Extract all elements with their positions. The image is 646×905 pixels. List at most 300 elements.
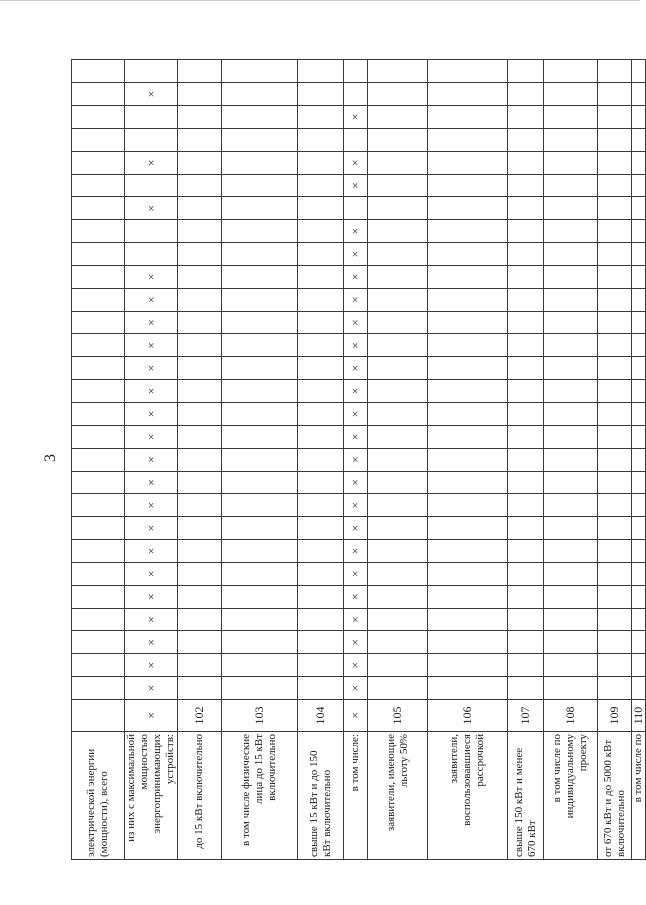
empty-cell — [508, 83, 544, 106]
empty-cell — [632, 540, 646, 563]
empty-cell — [508, 517, 544, 540]
empty-cell — [368, 425, 428, 448]
empty-cell — [508, 311, 544, 334]
empty-cell — [632, 220, 646, 243]
empty-cell — [72, 128, 125, 151]
empty-cell — [632, 425, 646, 448]
data-table — [71, 59, 646, 860]
x-mark-cell: × — [125, 494, 178, 517]
empty-cell — [368, 540, 428, 563]
empty-cell — [428, 83, 508, 106]
row-label: свыше 150 кВт и менее 670 кВт — [508, 732, 544, 860]
empty-cell — [368, 494, 428, 517]
empty-cell — [368, 562, 428, 585]
row-label: из них с максимальной мощностью энергопринимающих устройств: — [125, 732, 178, 860]
x-mark-cell: × — [125, 608, 178, 631]
empty-cell — [72, 311, 125, 334]
x-mark-cell: × — [125, 540, 178, 563]
empty-cell — [632, 494, 646, 517]
empty-cell — [222, 243, 298, 266]
empty-cell — [178, 220, 222, 243]
empty-cell — [544, 151, 598, 174]
empty-cell — [178, 631, 222, 654]
empty-cell — [428, 357, 508, 380]
empty-cell — [72, 288, 125, 311]
x-mark-cell: × — [125, 631, 178, 654]
empty-cell — [344, 83, 368, 106]
x-mark-cell: × — [344, 631, 368, 654]
empty-cell — [72, 106, 125, 129]
x-mark-cell: × — [344, 403, 368, 426]
x-mark-cell: × — [344, 220, 368, 243]
empty-cell — [632, 631, 646, 654]
empty-cell — [178, 197, 222, 220]
empty-cell — [222, 562, 298, 585]
empty-cell — [368, 288, 428, 311]
empty-cell — [178, 585, 222, 608]
empty-cell — [222, 425, 298, 448]
empty-cell — [368, 265, 428, 288]
empty-cell — [632, 288, 646, 311]
row-label: заявители, имеющие льготу 50% — [368, 732, 428, 860]
x-mark-cell: × — [344, 380, 368, 403]
empty-cell — [598, 83, 632, 106]
x-mark-cell: × — [125, 151, 178, 174]
empty-cell — [544, 631, 598, 654]
x-mark-cell: × — [344, 494, 368, 517]
empty-cell — [632, 380, 646, 403]
table-row — [344, 60, 368, 860]
x-mark-cell: × — [125, 288, 178, 311]
x-mark-cell: × — [344, 265, 368, 288]
empty-cell — [544, 334, 598, 357]
empty-cell — [508, 380, 544, 403]
empty-cell — [222, 311, 298, 334]
empty-cell — [72, 448, 125, 471]
x-mark-cell: × — [344, 243, 368, 266]
empty-cell — [222, 654, 298, 677]
empty-cell — [298, 425, 344, 448]
empty-cell — [508, 425, 544, 448]
empty-cell — [178, 380, 222, 403]
empty-cell — [368, 174, 428, 197]
table-body — [72, 60, 646, 860]
empty-cell — [72, 265, 125, 288]
empty-cell — [298, 540, 344, 563]
empty-cell — [508, 562, 544, 585]
empty-cell — [72, 425, 125, 448]
x-mark-cell: × — [344, 677, 368, 700]
empty-cell — [298, 357, 344, 380]
empty-cell — [298, 220, 344, 243]
empty-cell — [632, 517, 646, 540]
x-mark-cell: × — [125, 403, 178, 426]
table-row — [222, 60, 298, 860]
empty-cell — [178, 562, 222, 585]
x-mark-cell: × — [344, 540, 368, 563]
empty-cell — [428, 265, 508, 288]
empty-cell — [632, 128, 646, 151]
empty-cell — [598, 311, 632, 334]
row-code: 102 — [178, 700, 222, 732]
empty-cell — [368, 334, 428, 357]
x-mark-cell: × — [125, 471, 178, 494]
empty-cell — [178, 243, 222, 266]
empty-cell — [298, 265, 344, 288]
x-mark-cell: × — [125, 654, 178, 677]
empty-cell — [72, 494, 125, 517]
empty-cell — [368, 654, 428, 677]
empty-cell — [428, 220, 508, 243]
empty-cell — [344, 128, 368, 151]
empty-cell — [222, 494, 298, 517]
empty-cell — [632, 357, 646, 380]
x-mark-cell: × — [125, 448, 178, 471]
empty-cell — [178, 540, 222, 563]
x-mark-cell: × — [125, 677, 178, 700]
empty-cell — [508, 151, 544, 174]
empty-cell — [72, 243, 125, 266]
empty-cell — [368, 83, 428, 106]
empty-cell — [125, 60, 178, 83]
empty-cell — [72, 631, 125, 654]
empty-cell — [508, 471, 544, 494]
empty-cell — [428, 654, 508, 677]
empty-cell — [222, 403, 298, 426]
x-mark-cell: × — [344, 448, 368, 471]
empty-cell — [368, 357, 428, 380]
empty-cell — [598, 494, 632, 517]
empty-cell — [298, 562, 344, 585]
empty-cell — [632, 311, 646, 334]
empty-cell — [428, 608, 508, 631]
empty-cell — [508, 357, 544, 380]
empty-cell — [298, 654, 344, 677]
empty-cell — [298, 471, 344, 494]
empty-cell — [544, 83, 598, 106]
empty-cell — [544, 654, 598, 677]
row-label: свыше 15 кВт и до 150 кВт включительно — [298, 732, 344, 860]
top-edge-line — [0, 0, 640, 1]
empty-cell — [298, 380, 344, 403]
x-mark-cell: × — [125, 357, 178, 380]
x-mark-cell: × — [344, 311, 368, 334]
empty-cell — [428, 494, 508, 517]
empty-cell — [544, 608, 598, 631]
x-mark-cell: × — [344, 608, 368, 631]
empty-cell — [544, 106, 598, 129]
empty-cell — [72, 403, 125, 426]
empty-cell — [544, 128, 598, 151]
empty-cell — [222, 517, 298, 540]
empty-cell — [125, 220, 178, 243]
empty-cell — [598, 334, 632, 357]
empty-cell — [428, 197, 508, 220]
empty-cell — [508, 243, 544, 266]
x-mark-cell: × — [344, 357, 368, 380]
empty-cell — [632, 654, 646, 677]
row-code: 104 — [298, 700, 344, 732]
empty-cell — [508, 585, 544, 608]
empty-cell — [298, 128, 344, 151]
empty-cell — [72, 380, 125, 403]
empty-cell — [544, 448, 598, 471]
empty-cell — [598, 197, 632, 220]
empty-cell — [298, 311, 344, 334]
row-label: в том числе по — [632, 732, 646, 860]
empty-cell — [72, 357, 125, 380]
table-row — [428, 60, 508, 860]
empty-cell — [222, 288, 298, 311]
empty-cell — [222, 631, 298, 654]
empty-cell — [428, 311, 508, 334]
empty-cell — [428, 448, 508, 471]
empty-cell — [222, 540, 298, 563]
empty-cell — [178, 265, 222, 288]
empty-cell — [544, 60, 598, 83]
row-label: заявители, воспользовавшиеся рассрочкой — [428, 732, 508, 860]
empty-cell — [298, 288, 344, 311]
row-label: от 670 кВт и до 5000 кВт включительно — [598, 732, 632, 860]
rotated-table — [71, 60, 645, 860]
empty-cell — [222, 608, 298, 631]
empty-cell — [598, 654, 632, 677]
empty-cell — [222, 448, 298, 471]
empty-cell — [72, 540, 125, 563]
empty-cell — [298, 334, 344, 357]
empty-cell — [178, 288, 222, 311]
empty-cell — [428, 631, 508, 654]
empty-cell — [544, 288, 598, 311]
empty-cell — [632, 471, 646, 494]
row-label: в том числе по индивидуальному проекту — [544, 732, 598, 860]
empty-cell — [368, 403, 428, 426]
empty-cell — [178, 448, 222, 471]
empty-cell — [368, 60, 428, 83]
empty-cell — [72, 562, 125, 585]
empty-cell — [368, 128, 428, 151]
empty-cell — [544, 562, 598, 585]
empty-cell — [598, 128, 632, 151]
empty-cell — [544, 425, 598, 448]
empty-cell — [508, 608, 544, 631]
empty-cell — [125, 106, 178, 129]
empty-cell — [508, 677, 544, 700]
empty-cell — [598, 631, 632, 654]
empty-cell — [508, 631, 544, 654]
x-mark-cell: × — [344, 517, 368, 540]
empty-cell — [72, 174, 125, 197]
x-mark-cell: × — [344, 585, 368, 608]
table-row — [544, 60, 598, 860]
x-mark-cell: × — [125, 334, 178, 357]
empty-cell — [178, 106, 222, 129]
table-row — [632, 60, 646, 860]
empty-cell — [298, 174, 344, 197]
empty-cell — [368, 243, 428, 266]
empty-cell — [368, 220, 428, 243]
empty-cell — [598, 517, 632, 540]
x-mark-cell: × — [125, 265, 178, 288]
empty-cell — [508, 288, 544, 311]
empty-cell — [598, 562, 632, 585]
empty-cell — [632, 608, 646, 631]
empty-cell — [428, 585, 508, 608]
empty-cell — [178, 403, 222, 426]
empty-cell — [298, 608, 344, 631]
table-row — [298, 60, 344, 860]
empty-cell — [632, 334, 646, 357]
x-mark-cell: × — [125, 380, 178, 403]
empty-cell — [178, 128, 222, 151]
empty-cell — [72, 151, 125, 174]
empty-cell — [298, 448, 344, 471]
empty-cell — [368, 631, 428, 654]
x-mark-cell: × — [125, 425, 178, 448]
empty-cell — [298, 677, 344, 700]
empty-cell — [222, 220, 298, 243]
x-mark-cell: × — [125, 562, 178, 585]
empty-cell — [632, 562, 646, 585]
empty-cell — [344, 60, 368, 83]
empty-cell — [72, 471, 125, 494]
empty-cell — [544, 197, 598, 220]
empty-cell — [222, 83, 298, 106]
x-mark-cell: × — [344, 288, 368, 311]
empty-cell — [222, 174, 298, 197]
empty-cell — [544, 220, 598, 243]
empty-cell — [632, 151, 646, 174]
empty-cell — [544, 540, 598, 563]
empty-cell — [598, 403, 632, 426]
empty-cell — [298, 243, 344, 266]
row-label: в том числе: — [344, 732, 368, 860]
empty-cell — [72, 677, 125, 700]
empty-cell — [632, 265, 646, 288]
empty-cell — [428, 151, 508, 174]
empty-cell — [428, 471, 508, 494]
empty-cell — [428, 60, 508, 83]
x-mark-cell: × — [344, 151, 368, 174]
table-row — [72, 60, 125, 860]
empty-cell — [222, 197, 298, 220]
table-row — [508, 60, 544, 860]
empty-cell — [598, 380, 632, 403]
empty-cell — [72, 60, 125, 83]
empty-cell — [222, 471, 298, 494]
row-code: 107 — [508, 700, 544, 732]
x-mark-cell: × — [125, 83, 178, 106]
empty-cell — [178, 517, 222, 540]
empty-cell — [298, 403, 344, 426]
empty-cell — [178, 60, 222, 83]
empty-cell — [598, 220, 632, 243]
empty-cell — [598, 471, 632, 494]
empty-cell — [544, 380, 598, 403]
x-mark-cell: × — [344, 425, 368, 448]
empty-cell — [598, 585, 632, 608]
empty-cell — [632, 60, 646, 83]
empty-cell — [368, 517, 428, 540]
page-number: 3 — [42, 454, 59, 462]
empty-cell — [222, 677, 298, 700]
x-mark-cell: × — [125, 197, 178, 220]
empty-cell — [368, 448, 428, 471]
empty-cell — [178, 357, 222, 380]
empty-cell — [428, 288, 508, 311]
row-label: в том числе физические лица до 15 кВт включительно — [222, 732, 298, 860]
empty-cell — [632, 448, 646, 471]
empty-cell — [298, 517, 344, 540]
empty-cell — [544, 517, 598, 540]
empty-cell — [544, 494, 598, 517]
empty-cell — [298, 106, 344, 129]
empty-cell — [632, 585, 646, 608]
empty-cell — [178, 494, 222, 517]
empty-cell — [72, 654, 125, 677]
table-row — [368, 60, 428, 860]
row-code: 105 — [368, 700, 428, 732]
empty-cell — [544, 265, 598, 288]
empty-cell — [544, 174, 598, 197]
empty-cell — [508, 106, 544, 129]
empty-cell — [222, 151, 298, 174]
empty-cell — [508, 494, 544, 517]
empty-cell — [544, 357, 598, 380]
empty-cell — [298, 197, 344, 220]
empty-cell — [428, 128, 508, 151]
empty-cell — [428, 425, 508, 448]
empty-cell — [178, 654, 222, 677]
empty-cell — [72, 83, 125, 106]
empty-cell — [298, 494, 344, 517]
empty-cell — [222, 60, 298, 83]
empty-cell — [298, 151, 344, 174]
x-mark-cell: × — [125, 585, 178, 608]
empty-cell — [125, 128, 178, 151]
empty-cell — [544, 677, 598, 700]
empty-cell — [632, 403, 646, 426]
empty-cell — [544, 243, 598, 266]
x-mark-cell: × — [125, 517, 178, 540]
empty-cell — [598, 60, 632, 83]
empty-cell — [368, 380, 428, 403]
empty-cell — [544, 471, 598, 494]
empty-cell — [222, 585, 298, 608]
empty-cell — [178, 83, 222, 106]
x-mark-cell: × — [344, 471, 368, 494]
empty-cell — [508, 220, 544, 243]
empty-cell — [598, 288, 632, 311]
empty-cell — [428, 677, 508, 700]
empty-cell — [72, 220, 125, 243]
empty-cell — [368, 106, 428, 129]
empty-cell — [298, 631, 344, 654]
empty-cell — [508, 540, 544, 563]
empty-cell — [508, 128, 544, 151]
empty-cell — [368, 311, 428, 334]
empty-cell — [508, 403, 544, 426]
empty-cell — [222, 106, 298, 129]
table-row — [125, 60, 178, 860]
table-row — [598, 60, 632, 860]
row-code: 109 — [598, 700, 632, 732]
empty-cell — [298, 585, 344, 608]
empty-cell — [368, 585, 428, 608]
x-mark-cell: × — [344, 562, 368, 585]
empty-cell — [598, 608, 632, 631]
empty-cell — [178, 311, 222, 334]
